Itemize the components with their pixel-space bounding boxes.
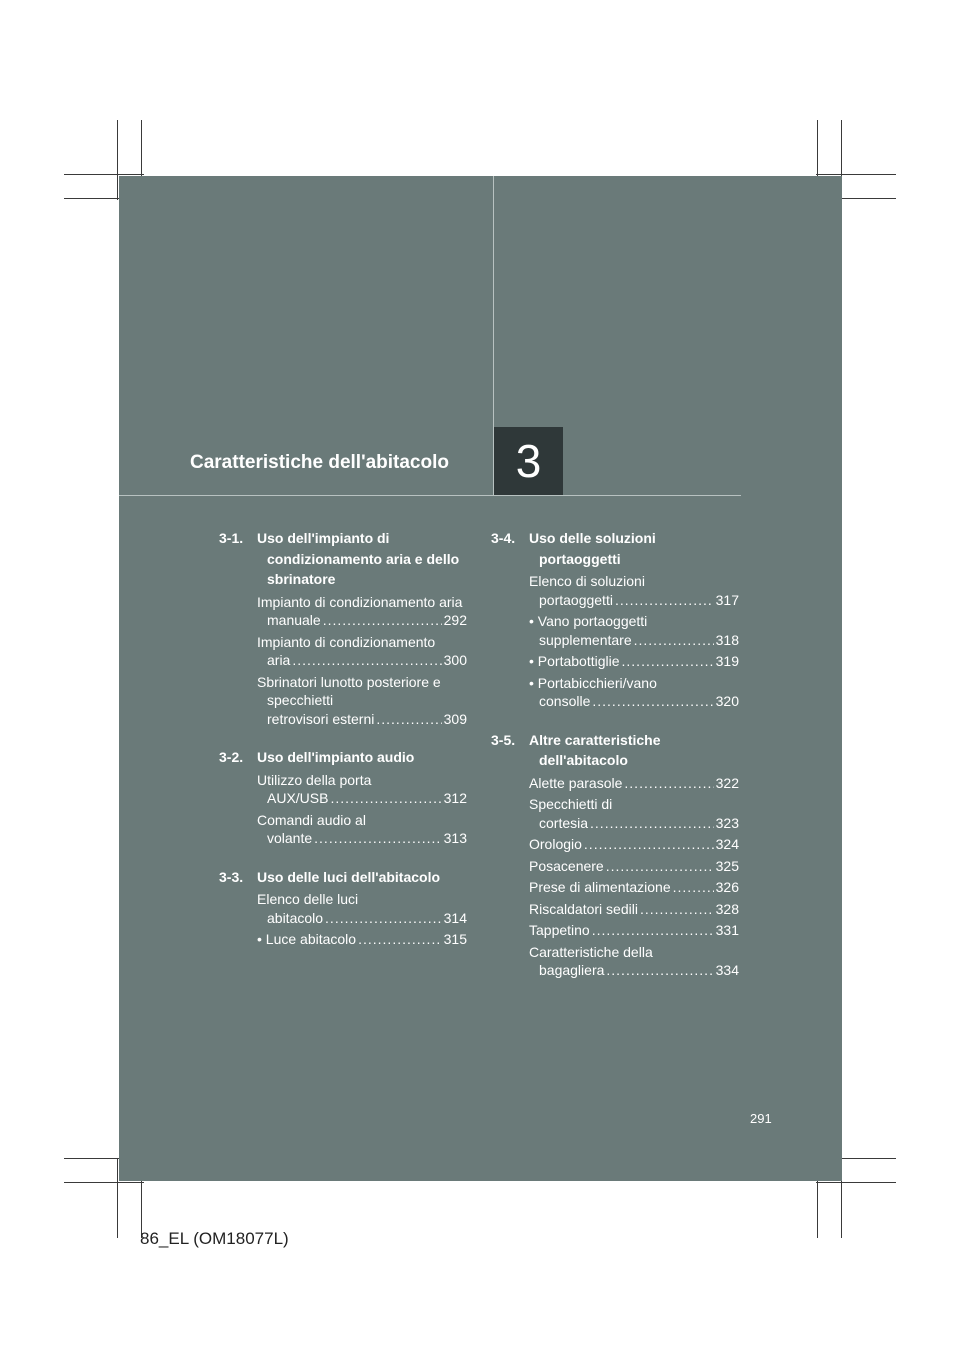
toc-entry[interactable] xyxy=(529,921,739,940)
toc-entry[interactable] xyxy=(529,774,739,793)
dot-leader xyxy=(314,829,441,848)
entry-page: 315 xyxy=(443,931,467,947)
entry-label: Posacenere xyxy=(529,857,604,874)
chapter-title: Caratteristiche dell'abitacolo xyxy=(190,452,449,473)
section-number: 3-4. xyxy=(491,530,516,546)
dot-leader xyxy=(606,857,714,876)
toc-entry[interactable] xyxy=(529,943,739,980)
dot-leader xyxy=(590,814,714,833)
dot-leader xyxy=(584,835,714,854)
toc-entry[interactable] xyxy=(257,633,467,670)
section-number: 3-2. xyxy=(219,749,244,765)
entry-label: volante xyxy=(267,830,313,846)
entry-page: 326 xyxy=(715,879,739,895)
toc-entry[interactable] xyxy=(529,795,739,832)
dot-leader xyxy=(640,900,714,919)
dot-leader xyxy=(330,789,441,808)
toc-entry[interactable] xyxy=(529,612,739,649)
entry-text: Utilizzo della porta xyxy=(257,771,372,788)
horizontal-divider xyxy=(119,495,741,496)
dot-leader xyxy=(673,878,714,897)
footer-code: 86_EL (OM18077L) xyxy=(140,1229,289,1248)
toc-entry[interactable] xyxy=(257,593,467,630)
dot-leader xyxy=(323,611,442,630)
crop-mark xyxy=(117,1158,118,1238)
section-title[interactable]: Uso delle luci dell'abitacolo xyxy=(257,868,441,885)
dot-leader xyxy=(622,652,714,671)
section-title[interactable]: Altre caratteristiche dell'abitacolo xyxy=(529,731,661,768)
toc-section xyxy=(219,867,467,949)
entry-label: supplementare xyxy=(539,631,632,648)
dot-leader xyxy=(592,692,713,711)
entry-page: 322 xyxy=(715,774,739,791)
entry-label: • Portabottiglie xyxy=(529,653,620,669)
dot-leader xyxy=(615,591,714,610)
entry-page: 318 xyxy=(715,631,739,648)
toc-right-column xyxy=(491,528,739,999)
entry-label: consolle xyxy=(539,693,591,709)
entry-text: Elenco delle luci xyxy=(257,891,359,907)
toc-entry[interactable] xyxy=(257,930,467,949)
entry-page: 292 xyxy=(443,612,467,628)
entry-text: • Portabicchieri/vano xyxy=(529,674,657,691)
dot-leader xyxy=(634,631,714,650)
section-title[interactable]: Uso delle soluzioni portaoggetti xyxy=(529,530,656,567)
crop-mark xyxy=(816,1182,896,1183)
entry-page: 314 xyxy=(443,909,467,926)
entry-page: 313 xyxy=(443,830,467,846)
toc-section xyxy=(219,528,467,728)
entry-label: AUX/USB xyxy=(267,790,329,806)
entry-page: 325 xyxy=(715,857,739,874)
toc-entry[interactable] xyxy=(529,652,739,671)
section-title[interactable]: Uso dell'impianto di condizionamento aria e dello sbrinatore xyxy=(257,530,460,587)
entry-text: Specchietti di xyxy=(529,796,613,812)
entry-label: • Luce abitacolo xyxy=(257,931,357,947)
entry-text: Sbrinatori lunotto posteriore e specchietti xyxy=(257,673,441,708)
entry-text: Comandi audio al xyxy=(257,811,366,828)
dot-leader xyxy=(358,930,442,949)
entry-label: Tappetino xyxy=(529,922,590,938)
toc-entry[interactable] xyxy=(529,900,739,919)
entry-text: Caratteristiche della xyxy=(529,943,653,960)
entry-label: portaoggetti xyxy=(539,591,613,608)
entry-label: Orologio xyxy=(529,836,582,852)
page-number: 291 xyxy=(750,1111,772,1126)
entry-page: 300 xyxy=(443,652,467,668)
entry-label: Prese di alimentazione xyxy=(529,879,671,895)
toc-section xyxy=(219,747,467,848)
entry-text: Elenco di soluzioni xyxy=(529,573,645,589)
section-number: 3-3. xyxy=(219,868,244,885)
entry-page: 312 xyxy=(443,790,467,806)
toc-entry[interactable] xyxy=(257,673,467,729)
crop-mark xyxy=(117,120,118,200)
entry-label: abitacolo xyxy=(267,909,324,926)
toc-entry[interactable] xyxy=(529,572,739,609)
entry-label: bagagliera xyxy=(539,962,605,978)
toc-entry[interactable] xyxy=(529,674,739,711)
crop-mark xyxy=(64,174,144,175)
entry-page: 320 xyxy=(715,693,739,709)
toc-entry[interactable] xyxy=(257,811,467,848)
toc-entry[interactable] xyxy=(529,835,739,854)
toc-entry[interactable] xyxy=(529,878,739,897)
entry-page: 334 xyxy=(715,962,739,978)
entry-page: 324 xyxy=(715,836,739,852)
entry-label: retrovisori esterni xyxy=(267,710,375,727)
entry-page: 328 xyxy=(715,900,739,917)
entry-page: 323 xyxy=(715,814,739,831)
chapter-number-box: 3 xyxy=(494,427,563,495)
entry-text: Impianto di condizionamento aria xyxy=(257,593,463,610)
crop-mark xyxy=(64,1182,144,1183)
dot-leader xyxy=(624,774,713,793)
entry-page: 317 xyxy=(715,591,739,608)
section-title[interactable]: Uso dell'impianto audio xyxy=(257,749,415,765)
dot-leader xyxy=(606,961,713,980)
dot-leader xyxy=(376,710,441,729)
toc-section xyxy=(491,528,739,711)
entry-page: 319 xyxy=(715,653,739,669)
toc-entry[interactable] xyxy=(529,857,739,876)
crop-mark xyxy=(816,174,896,175)
entry-page: 309 xyxy=(443,710,467,727)
entry-label: cortesia xyxy=(539,814,589,831)
section-number: 3-5. xyxy=(491,731,516,748)
entry-label: Alette parasole xyxy=(529,774,623,791)
toc-entry[interactable] xyxy=(257,890,467,927)
section-number: 3-1. xyxy=(219,530,244,546)
entry-label: manuale xyxy=(267,612,321,628)
entry-text: • Vano portaoggetti xyxy=(529,613,648,629)
dot-leader xyxy=(325,909,442,928)
dot-leader xyxy=(292,651,441,670)
toc-left-column xyxy=(219,528,467,968)
dot-leader xyxy=(592,921,714,940)
entry-label: Riscaldatori sedili xyxy=(529,900,638,917)
toc-section xyxy=(491,730,739,980)
entry-page: 331 xyxy=(715,922,739,938)
entry-text: Impianto di condizionamento xyxy=(257,633,436,650)
toc-entry[interactable] xyxy=(257,771,467,808)
entry-label: aria xyxy=(267,652,291,668)
